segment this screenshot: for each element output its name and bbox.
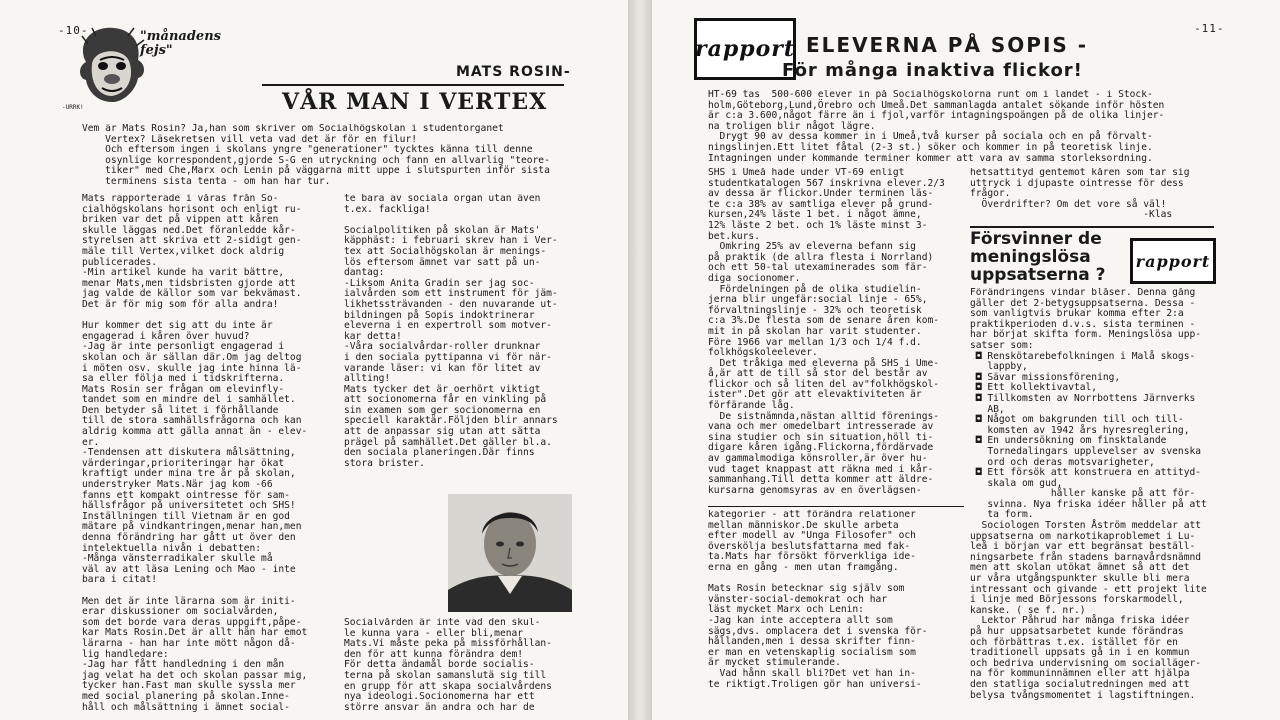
article-headline: VÅR MAN I VERTEX [282,89,548,115]
box-top-rule [970,226,1214,228]
column-divider-rule [708,506,964,507]
book-gutter [628,0,652,720]
headline-rule [262,84,564,86]
monthly-face-caption: "månadens fejs" [140,29,221,58]
rapport-stamp [694,18,796,80]
rapport-stamp-label: rapport [694,36,796,62]
article-headline-1: ELEVERNA PÅ SOPIS - [806,33,1089,57]
right-intro: HT-69 tas 500-600 elever in på Socialhögskolorna runt om i landet - i Stock- holm,Göteborg,Lund,Örebro och Umeå.Det sammanlagda antalet sökande inför hösten är c:a 3.600,något färre än i fjol,varför intagningspoängen på de olika linjer- na troligen blir något lägre. Drygt 90 av dessa kommer in i Umeå,två kurser på sociala och en på förvalt- ningslinjen.Ett litet fåtal (2-3 st.) söker och kommer in på teoretisk linje. Intagningen under kommande terminer kommer att vara av samma storleksordning. [708,90,1165,164]
article-headline-2: För många inaktiva flickor! [782,60,1083,81]
left-column-2-top: te bara av sociala organ utan även t.ex. fackliga! Socialpolitiken på skolan är Mats' käpphäst: i februari skrev han i Ver- tex att Socialhögskolan är menings- lös eftersom ämnet var satt på un- dantag: -Liksom Anita Gradin ser jag soc- ialvården som ett instrument för jäm- likhetssträvanden - den nuvarande ut- bildningen på Sopis indoktrinerar eleverna i en expertroll som motver- kar detta! -Våra socialvårdar-roller drunknar i den sociala pyttipanna vi för när- varande läser: vi kan för litet av allting! Mats tycker det är oerhört viktigt att socionomerna får en vinkling på sin examen som ger socionomerna en speciell karaktär.Följden blir annars att de anpassar sig utan att sätta prägel på samhället.Det gäller bl.a. den sociala planeringen.Där finns stora brister. [344,194,558,469]
logo-subcaption: -URRK! [62,104,84,111]
left-column-1: Mats rapporterade i våras från So- cialhögskolans horisont och enligt ru- briken var det på vippen att kåren skulle läggas ned.Det föranledde kår- styrelsen att skriva ett 2-sidigt gen- mäle till Vertex,vilket dock aldrig publicerades. -Min artikel kunde ha varit bättre, menar Mats,men tidsbristen gjorde att jag valde de källor som var bekvämast. Det är för mig som för alla andra! Hur kommer det sig att du inte är engagerad i kåren över huvud? -Jag är inte personligt engagerad i skolan och är sällan där.Om jag deltog i möten osv. skulle jag inte hinna lä- sa eller följa med i tidskrifterna. Mats Rosin ser frågan om elevinfly- tandet som en mindre del i samhället. Den betyder så litet i förhållande till de stora samhällsfrågorna och kan aldrig komma att gälla annat än - elev- er. -Tendensen att diskutera målsättning, värderingar,prioriteringar har ökat kraftigt under mina tre år på skolan, understryker Mats.När jag kom -66 fanns ett kompakt ointresse för sam- hällsfrågor på universitetet och SHS! Inställningen till Vietnam är en god mätare på vindkantringen,menar han,men denna förändring har gått ut över den intelektuella nivån i debatten: -Många vänsterradikaler skulle må väl av att läsa Lening och Mao - inte bara i citat! Men det är inte lärarna som är initi- erar diskussioner om socialvården, som det borde vara deras uppgift,påpe- kar Mats Rosin.Det är allt hän har emot lärarna - han har inte mött någon då- lig handledare: -Jag har fått handledning i den mån jag velat ha det och skolan passar mig, tycker han.Fast man skulle syssla mer med social planering på skolan.Inne- håll och målsättning i ämnet social- [82,194,308,713]
rapport-stamp-small-label: rapport [1135,251,1211,271]
right-column-2-top: hetsattityd gentemot kåren som tar sig uttryck i djupaste ointresse för dess frågor. Överdrifter? Om det vore så väl! -Klas [970,168,1190,221]
portrait-photo [448,494,572,612]
page-number-right: -11- [1194,22,1225,35]
right-column-1: SHS i Umeå hade under VT-69 enligt studentkatalogen 567 inskrivna elever.2/3 av dessa är flickor.Under terminen läs- te c:a 38% av samtliga elever på grund- kursen,24% läste 1 bet. i något ämne, 12% läste 2 bet. och 1% läste minst 3- bet.kurs. Omkring 25% av eleverna befann sig på praktik (de allra flesta i Norrland) och ett 50-tal utexaminerades som fär- diga socionomer. Fördelningen på de olika studielin- jerna blir ungefär:social linje - 65%, förvaltningslinje - 32% och teoretisk c:a 3%.De flesta som de senare åren kom- mit in på skolan har varit studenter. Före 1966 var mellan 1/3 och 1/4 f.d. folkhögskoleelever. Det tråkiga med eleverna på SHS i Ume- å,är att de till så stor del består av flickor och så liten del av"folkhögskol- ister".Det gör att elevaktiviteten är förfärande låg. De sistnämnda,nästan alltid förenings- vana och mer omedelbart intresserade av sina studier och sin situation,höll ti- digare kåren igång.Flickorna,fördärvade av gammalmodiga könsroller,är över hu- vud taget knappast att räkna med i kår- sammanhang.Till detta kommer att äldre- kursarna genomsyras av en överlägsen- [708,168,945,496]
right-page [652,0,1280,720]
page-number-left: -10- [58,24,89,37]
left-page [0,0,628,720]
left-column-2-bottom: Socialvården är inte vad den skul- le kunna vara - eller bli,menar Mats.Vi måste peka på missförhållan- den för att kunna förändra dem! För detta ändamål borde socialis- terna på skolan samanslutä sig till en grupp för att skapa socialvårdens nya ideologi.Socionomerna har ett större ansvar än andra och har de [344,618,552,713]
byline: MATS ROSIN- [456,64,571,80]
box-headline: Försvinner de meningslösa uppsatserna ? [970,229,1106,285]
right-column-2: Förändringens vindar blåser. Denna gång gäller det 2-betygsuppsatserna. Dessa - som vanligtvis brukar komma efter 2:a praktikperioden d.v.s. sista terminen - har börjat skifta form. Meningslösa upp- satser som: ◘ Renskötarebefolkningen i Malå skogs- lappby, ◘ Sävar missionsförening, ◘ Ett kollektivavtal, ◘ Tillkomsten av Norrbottens Järnverks AB, ◘ Något om bakgrunden till och till- komsten av 1942 års hyresreglering, ◘ En undersökning om finsktalande Tornedalingars upplevelser av svenska ord och deras motsvarigheter, ◘ Ett försök att konstruera en attityd- skala om gud, håller kanske på att för- svinna. Nya friska idéer håller på att ta form. Sociologen Torsten Åström meddelar att uppsatserna om narkotikaproblemet i Lu- leå i början var ett begränsat beställ- ningsarbete från stadens barnavårdsnämnd men att skolan utökat ämnet så att det ur våra utgångspunkter skulle bli mera intressant och givande - ett projekt lite i linje med Börjessons forskarmodell, kanske. ( se f. nr.) Lektor Påhrud har många friska idéer på hur uppsatsarbetet kunde förändras och förbättras t.ex. istället för en traditionell uppsats gå in i en kommun och bedriva undervisning om socialläger- na för kommuninnämnen eller att hjälpa den statliga socialutredningen med att belysa tvångsmomentet i lagstiftningen. [970,288,1207,701]
article-intro: Vem är Mats Rosin? Ja,han som skriver om Socialhögskolan i studentorganet Vertex? Läsekretsen vill veta vad det är för en filur! Och eftersom ingen i skolans yngre "generationer" tycktes känna till denne osynlige korrespondent,gjorde S-G en utryckning och fann en allvarlig "teore- tiker" med Che,Marx och Lenin på väggarna mitt uppe i slutspurten inför sista terminens sista tenta - om han har tur. [82,124,550,187]
right-column-1-bottom: kategorier - att förändra relationer mellan människor.De skulle arbeta efter modell av "Unga Filosofer" och överskölja beslutsfattarna med fak- ta.Mats har försökt förverkliga ide- erna en gång - men utan framgång. Mats Rosin betecknar sig själv som vänster-social-demokrat och har läst mycket Marx och Lenin: -Jag kan inte acceptera allt som sägs,dvs. omplacera det i svenska för- hållanden,men i dessa skrifter finn- er man en vetenskaplig socialism som är mycket stimulerande. Vad hånn skall bli?Det vet han in- te riktigt.Troligen gör han universi- [708,510,928,690]
rapport-stamp-small [1130,238,1216,284]
